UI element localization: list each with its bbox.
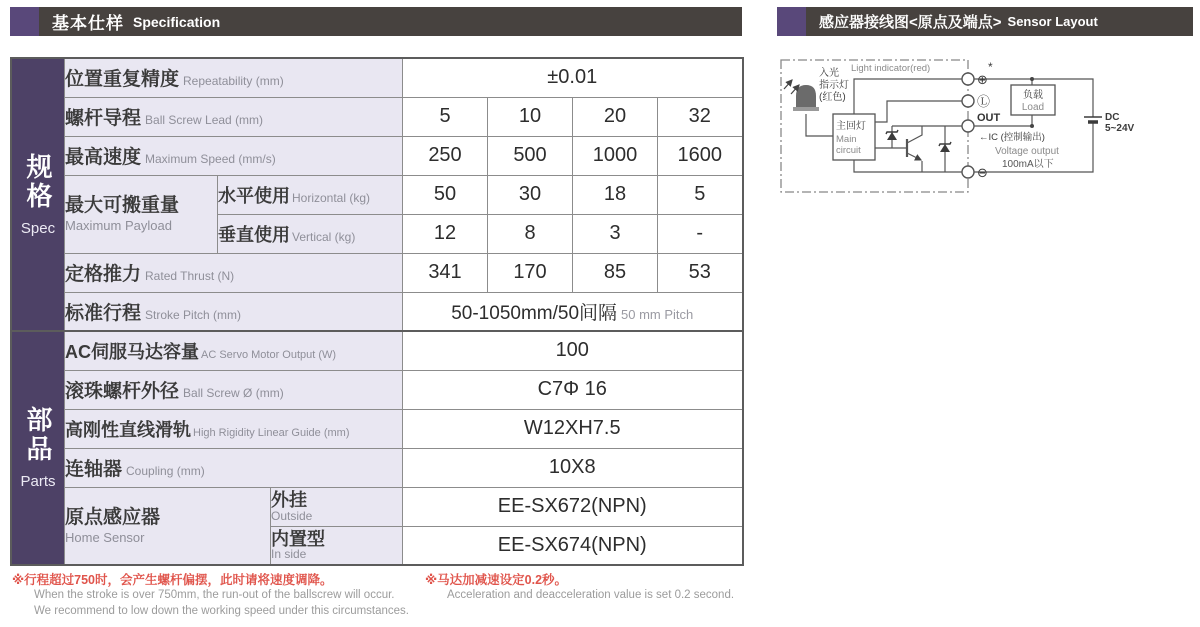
label-repeatability (65, 58, 403, 97)
sidebar-spec-en: Spec (20, 219, 56, 237)
junction-dot (1030, 124, 1034, 128)
row-coupling (11, 448, 743, 487)
footnote-stroke-en2: We recommend to low down the working speed under this circumstances. (34, 604, 409, 617)
row-home-sensor-outside (11, 487, 743, 526)
sidebar-spec (11, 58, 65, 331)
label-en: Stroke Pitch (mm) (145, 307, 242, 322)
main-circuit-label-en1: Main (836, 134, 857, 145)
label-en: Rated Thrust (N) (145, 269, 235, 283)
sidebar-parts-en: Parts (20, 473, 56, 490)
sublabel-horizontal (218, 175, 403, 214)
sidebar-parts (11, 331, 65, 565)
dc-label: DC (1105, 112, 1120, 123)
label-cn: 水平使用 (218, 185, 290, 206)
value-repeatability: ±0.01 (403, 58, 743, 97)
terminal-plus-symbol: ⊕ (977, 72, 988, 87)
value-lead-2: 10 (488, 97, 573, 136)
main-circuit-label-en2: circuit (836, 145, 861, 156)
value-stroke-en: 50 mm Pitch (621, 306, 694, 322)
label-speed (65, 136, 403, 175)
label-en: High Rigidity Linear Guide (mm) (193, 426, 350, 439)
value-guide: W12XH7.5 (403, 409, 743, 448)
value-vertical-2: 8 (488, 214, 573, 253)
value-stroke (403, 292, 743, 331)
zener-diode-icon (886, 130, 898, 140)
value-thrust-3: 85 (573, 253, 658, 292)
value-thrust-1: 341 (403, 253, 488, 292)
light-arrow-icon (784, 80, 792, 89)
led-label-cn1: 入光 (819, 68, 839, 79)
label-en: Vertical (kg) (292, 229, 356, 244)
section-header-sensor-layout (806, 7, 1193, 36)
row-repeatability (11, 58, 743, 97)
sidebar-parts-cn: 部品 (23, 406, 53, 464)
label-thrust (65, 253, 403, 292)
zener-diode-icon (939, 142, 951, 152)
label-en: Coupling (mm) (126, 464, 205, 478)
light-indicator-label: Light indicator(red) (851, 63, 931, 74)
label-payload (65, 175, 218, 253)
voltage-output-label: Voltage output (995, 146, 1059, 157)
terminal-minus-symbol: ⊖ (977, 165, 988, 180)
label-cn: 外挂 (271, 489, 307, 510)
terminal-out-label: OUT (977, 112, 1001, 124)
value-horizontal-3: 18 (573, 175, 658, 214)
footnote-acceleration-en: Acceleration and deacceleration value is set 0.2 second. (447, 589, 735, 602)
value-thrust-2: 170 (488, 253, 573, 292)
label-screw (65, 370, 403, 409)
value-vertical-1: 12 (403, 214, 488, 253)
label-cn: 位置重复精度 (65, 69, 180, 91)
current-limit-label: 100mA以下 (1002, 159, 1054, 170)
value-screw: C7Φ 16 (403, 370, 743, 409)
value-coupling: 10X8 (403, 448, 743, 487)
label-en: Horizontal (kg) (292, 190, 371, 205)
accent-square-right (777, 7, 806, 36)
value-horizontal-1: 50 (403, 175, 488, 214)
section-title-en: Specification (133, 13, 221, 30)
footnote-stroke (12, 572, 409, 619)
label-en: Maximum Payload (65, 217, 172, 233)
label-home-sensor (65, 487, 271, 565)
label-cn: 最大可搬重量 (65, 195, 180, 216)
sidebar-spec-cn: 规格 (23, 152, 53, 211)
value-servo: 100 (403, 331, 743, 370)
load-label-en: Load (1021, 102, 1045, 113)
value-lead-3: 20 (573, 97, 658, 136)
value-speed-3: 1000 (573, 136, 658, 175)
label-en: Outside (271, 508, 313, 523)
specification-table (10, 57, 744, 566)
footnote-stroke-en1: When the stroke is over 750mm, the run-out of the ballscrew will occur. (34, 589, 395, 602)
label-cn: 高刚性直线滑轨 (65, 419, 191, 440)
terminal-star: * (988, 60, 993, 74)
led-label-cn3: (红色) (819, 92, 846, 103)
value-horizontal-2: 30 (488, 175, 573, 214)
battery-icon (1084, 117, 1102, 122)
section-header-specification (39, 7, 742, 36)
footnote-acceleration-cn: ※马达加减速设定0.2秒。 (425, 573, 568, 587)
label-cn: 定格推力 (65, 264, 142, 285)
value-speed-1: 250 (403, 136, 488, 175)
value-vertical-4: - (658, 214, 743, 253)
value-speed-4: 1600 (658, 136, 743, 175)
label-cn: 最高速度 (65, 147, 142, 168)
label-cn: 滚珠螺杆外径 (65, 381, 180, 402)
section-title-cn: 基本仕样 (52, 14, 124, 33)
value-stroke-cn: 50-1050mm/50间隔 (451, 302, 618, 324)
footnote-acceleration (425, 572, 734, 604)
main-circuit-label-cn: 主回灯 (836, 121, 866, 132)
row-ball-screw-od (11, 370, 743, 409)
row-ball-screw-lead (11, 97, 743, 136)
dc-voltage-label: 5~24V (1105, 123, 1135, 134)
value-lead-4: 32 (658, 97, 743, 136)
label-en: Ball Screw Lead (mm) (145, 113, 264, 127)
value-inside: EE-SX674(NPN) (403, 526, 743, 565)
label-cn: 原点感应器 (65, 506, 161, 528)
ic-output-label: ←IC (控制输出) (979, 132, 1045, 143)
value-outside: EE-SX672(NPN) (403, 487, 743, 526)
label-lead (65, 97, 403, 136)
sublabel-inside (271, 526, 403, 565)
label-cn: AC伺服马达容量 (65, 341, 199, 362)
label-en: AC Servo Motor Output (W) (201, 348, 337, 361)
led-base (793, 107, 819, 111)
load-label-cn: 负载 (1023, 90, 1043, 101)
row-rated-thrust (11, 253, 743, 292)
value-horizontal-4: 5 (658, 175, 743, 214)
value-lead-1: 5 (403, 97, 488, 136)
terminal-plus (962, 73, 974, 85)
accent-square-left (10, 7, 39, 36)
sublabel-vertical (218, 214, 403, 253)
value-speed-2: 500 (488, 136, 573, 175)
label-en: Maximum Speed (mm/s) (145, 152, 276, 166)
label-coupling (65, 448, 403, 487)
terminal-out (962, 120, 974, 132)
value-vertical-3: 3 (573, 214, 658, 253)
value-thrust-4: 53 (658, 253, 743, 292)
label-servo (65, 331, 403, 370)
terminal-l (962, 95, 974, 107)
label-en: Repeatability (mm) (183, 74, 284, 89)
section-title-cn: 感应器接线图<原点及端点> (819, 14, 1002, 31)
footnote-stroke-cn: ※行程超过750时，会产生螺杆偏摆，此时请将速度调降。 (12, 573, 333, 587)
row-max-speed (11, 136, 743, 175)
label-stroke (65, 292, 403, 331)
label-guide (65, 409, 403, 448)
terminal-l-symbol: Ⓛ (977, 94, 991, 109)
sensor-wiring-diagram (775, 52, 1200, 200)
row-servo-output (11, 331, 743, 370)
label-cn: 内置型 (271, 528, 325, 549)
label-cn: 连轴器 (65, 459, 123, 480)
label-cn: 垂直使用 (218, 224, 290, 245)
sublabel-outside (271, 487, 403, 526)
label-en: Ball Screw Ø (mm) (183, 386, 284, 400)
terminal-minus (962, 166, 974, 178)
row-stroke-pitch (11, 292, 743, 331)
row-payload-horizontal (11, 175, 743, 214)
label-en: Home Sensor (65, 529, 145, 545)
row-linear-guide (11, 409, 743, 448)
led-label-cn2: 指示灯 (819, 80, 849, 91)
label-en: In side (271, 547, 307, 562)
label-cn: 标准行程 (65, 302, 142, 324)
section-title-en: Sensor Layout (1007, 14, 1098, 29)
junction-dot (1030, 77, 1034, 81)
label-cn: 螺杆导程 (65, 108, 142, 129)
